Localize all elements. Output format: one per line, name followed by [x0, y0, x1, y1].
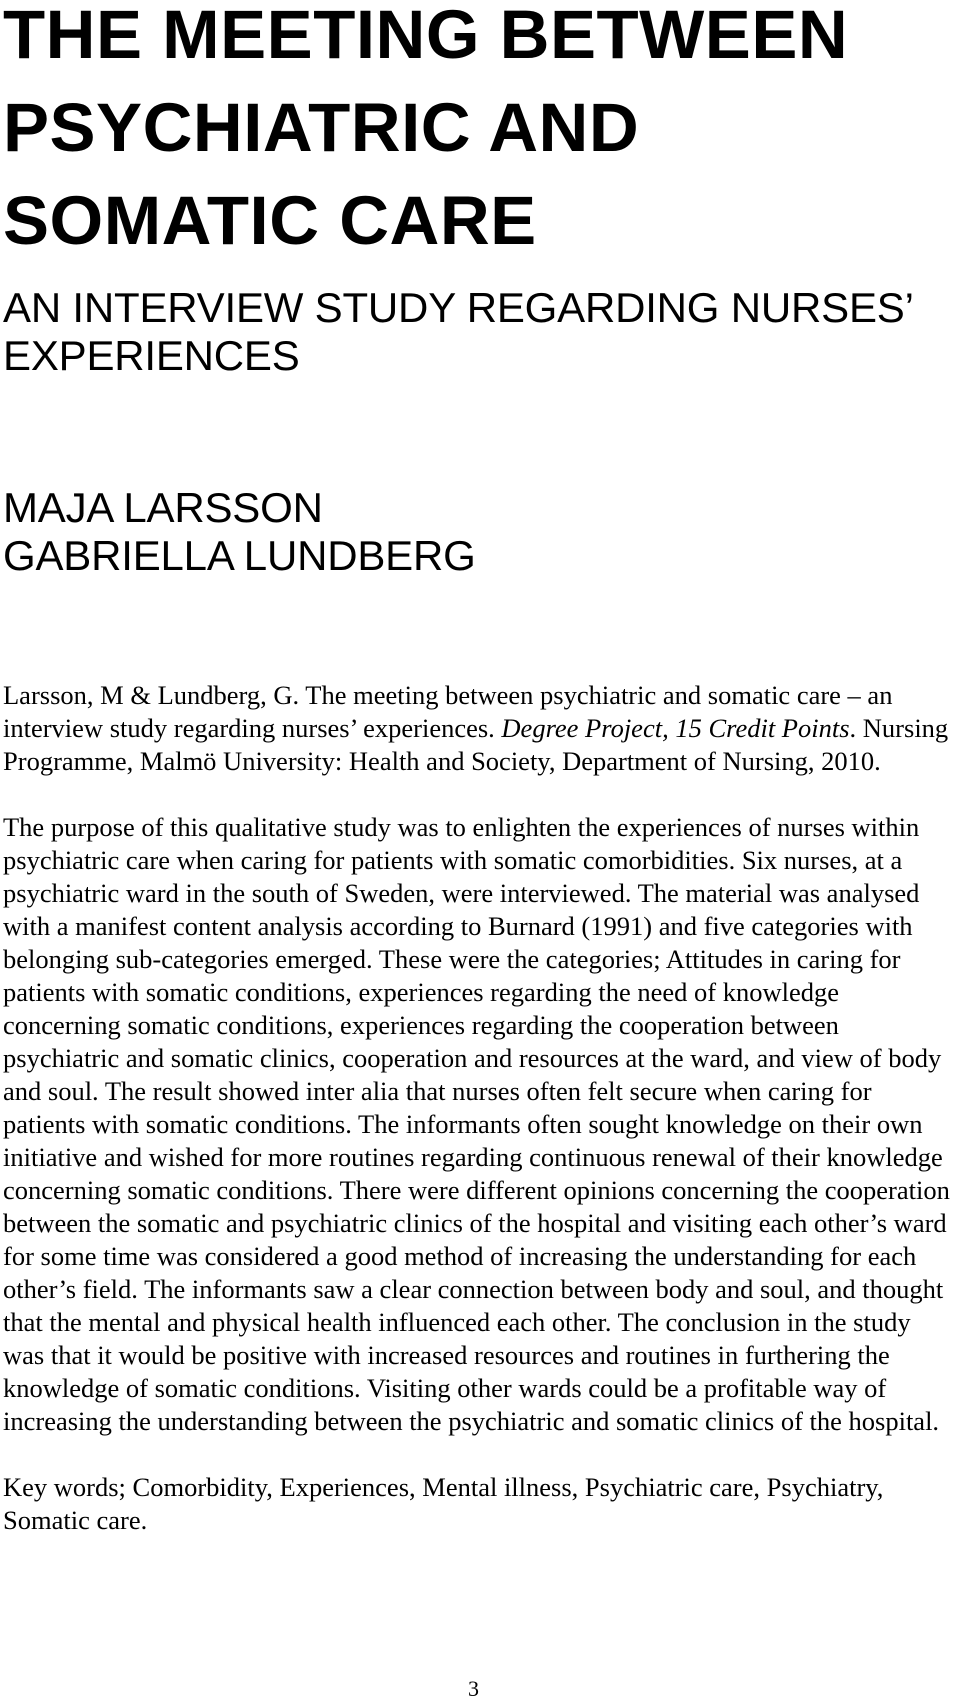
document-subtitle — [3, 284, 953, 380]
title-line: SOMATIC CARE — [3, 182, 537, 259]
subtitle-line: AN INTERVIEW STUDY REGARDING NURSES’ — [3, 284, 914, 331]
citation — [3, 679, 953, 778]
title-line: PSYCHIATRIC AND — [3, 89, 640, 166]
author-name: MAJA LARSSON — [3, 484, 323, 531]
document-page — [3, 0, 953, 1537]
title-line: THE MEETING BETWEEN — [3, 0, 849, 73]
document-title — [3, 0, 953, 267]
page-number: 3 — [468, 1676, 479, 1701]
subtitle-line: EXPERIENCES — [3, 332, 300, 379]
citation-degree-italic: Degree Project, 15 Credit Points — [501, 713, 850, 743]
authors — [3, 484, 953, 580]
keywords: Key words; Comorbidity, Experiences, Mental illness, Psychiatric care, Psychiatry, Somatic care. — [3, 1472, 884, 1535]
citation-text-rest: . Nursing Programme, Malmö University: Health and Society, Department of Nursing, 2010. — [3, 713, 949, 776]
author-name: GABRIELLA LUNDBERG — [3, 532, 476, 579]
abstract-paragraph: The purpose of this qualitative study was to enlighten the experiences of nurses within psychiatric care when caring for patients with somatic comorbidities. Six nurses, at a psychiatric ward in the south of Sweden, were interviewed. The material was analysed with a manifest content analysis according to Burnard (1991) and five categories with belonging sub-categories emerged. These were the categories; Attitudes in caring for patients with somatic conditions, experiences regarding the need of knowledge concerning somatic conditions, experiences regarding the cooperation between psychiatric and somatic clinics, cooperation and resources at the ward, and view of body and soul. The result showed inter alia that nurses often felt secure when caring for patients with somatic conditions. The informants often sought knowledge on their own initiative and wished for more routines regarding continuous renewal of their knowledge concerning somatic conditions. There were different opinions concerning the cooperation between the somatic and psychiatric clinics of the hospital and visiting each other’s ward for some time was considered a good method of increasing the understanding for each other’s field. The informants saw a clear connection between body and soul, and thought that the mental and physical health influenced each other. The conclusion in the study was that it would be positive with increased resources and routines in furthering the knowledge of somatic conditions. Visiting other wards could be a profitable way of increasing the understanding between the psychiatric and somatic clinics of the hospital. — [3, 812, 950, 1436]
citation-text: Larsson, M & Lundberg, G. The meeting between psychiatric and somatic care – an interview study regarding nurses’ experiences. — [3, 680, 893, 743]
